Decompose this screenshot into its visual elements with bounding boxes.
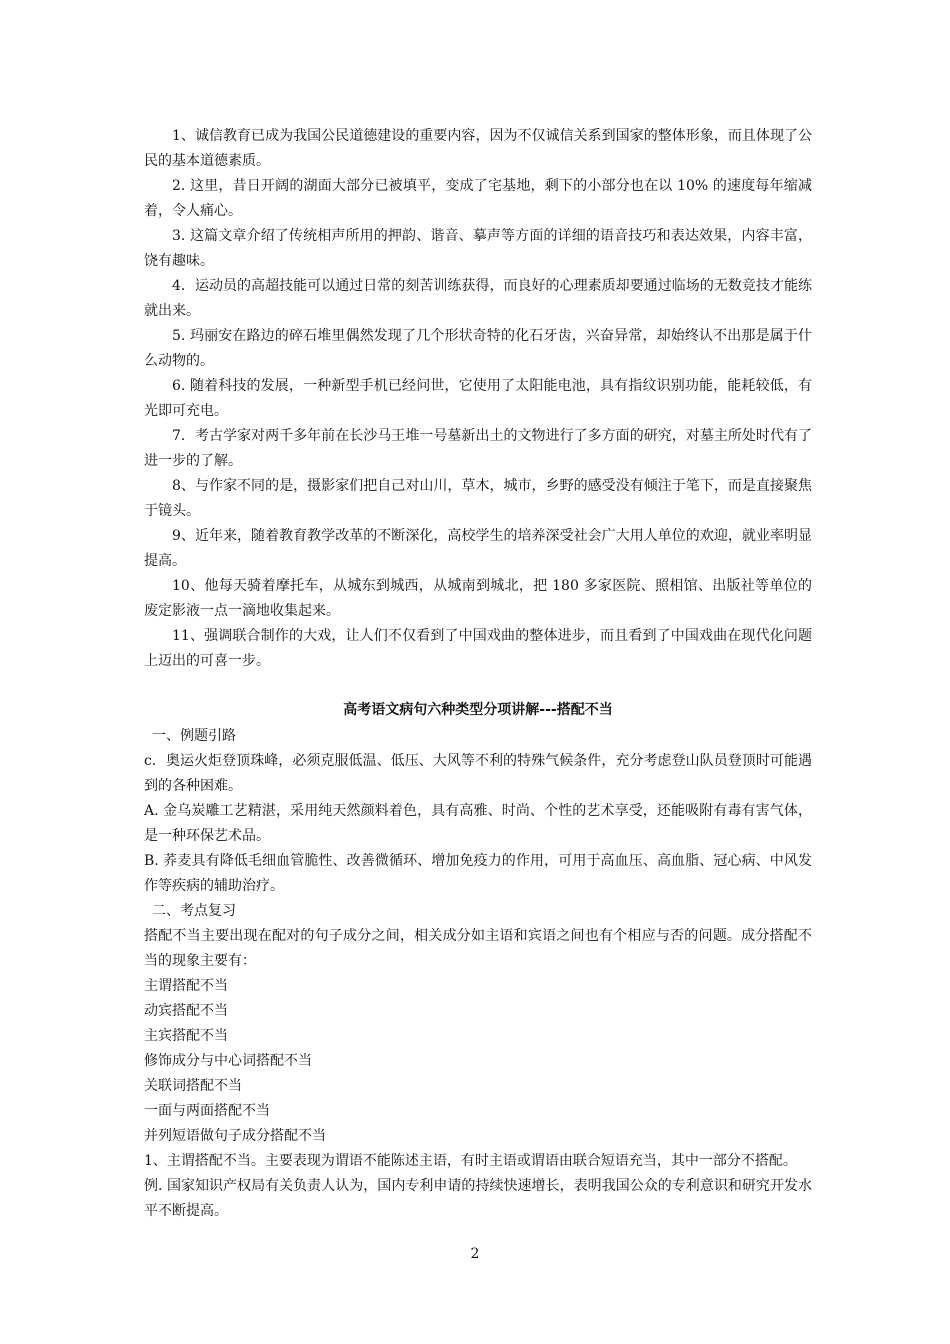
- point-subject-predicate: 1、主谓搭配不当。主要表现为谓语不能陈述主语，有时主语或谓语由联合短语充当，其中一部分不搭配。: [144, 1153, 797, 1169]
- type-item: 一面与两面搭配不当: [144, 1103, 270, 1119]
- example-sentence: 例. 国家知识产权局有关负责人认为，国内专利申请的持续快速增长，表明我国公众的专利意识和研究开发水平不断提高。: [144, 1178, 812, 1219]
- list-item: 1、诚信教育已成为我国公民道德建设的重要内容，因为不仅诚信关系到国家的整体形象，而且体现了公民的基本道德素质。: [144, 128, 812, 169]
- heading-review: 二、考点复习: [152, 903, 236, 919]
- type-item: 主谓搭配不当: [144, 978, 228, 994]
- list-item: 4．运动员的高超技能可以通过日常的刻苦训练获得，而良好的心理素质却要通过临场的无数竞技才能练就出来。: [144, 278, 812, 319]
- type-item: 主宾搭配不当: [144, 1028, 228, 1044]
- list-item: 6. 随着科技的发展，一种新型手机已经问世，它使用了太阳能电池，具有指纹识别功能，能耗较低，有光即可充电。: [144, 378, 812, 419]
- list-item: 7．考古学家对两千多年前在长沙马王堆一号墓新出土的文物进行了多方面的研究，对墓主所处时代有了进一步的了解。: [144, 428, 812, 469]
- list-item: 5. 玛丽安在路边的碎石堆里偶然发现了几个形状奇特的化石牙齿，兴奋异常，却始终认不出那是属于什么动物的。: [144, 328, 812, 369]
- example-c: c．奥运火炬登顶珠峰，必须克服低温、低压、大风等不利的特殊气候条件，充分考虑登山队员登顶时可能遇到的各种困难。: [144, 753, 812, 794]
- heading-examples: 一、例题引路: [152, 728, 236, 744]
- review-intro: 搭配不当主要出现在配对的句子成分之间，相关成分如主语和宾语之间也有个相应与否的问题。成分搭配不当的现象主要有：: [144, 928, 812, 969]
- list-item: 9、近年来，随着教育教学改革的不断深化，高校学生的培养深受社会广大用人单位的欢迎，就业率明显提高。: [144, 528, 812, 569]
- type-item: 修饰成分与中心词搭配不当: [144, 1053, 312, 1069]
- example-a: A. 金乌炭雕工艺精湛，采用纯天然颜料着色，具有高雅、时尚、个性的艺术享受，还能吸附有毒有害气体，是一种环保艺术品。: [144, 803, 812, 844]
- numbered-sentence-list: [144, 124, 812, 674]
- lesson-section: [144, 700, 812, 1224]
- list-item: 8、与作家不同的是，摄影家们把自己对山川，草木，城市，乡野的感受没有倾注于笔下，而是直接聚焦于镜头。: [144, 478, 812, 519]
- section-title: 高考语文病句六种类型分项讲解---搭配不当: [343, 702, 613, 718]
- list-item: 3. 这篇文章介绍了传统相声所用的押韵、谐音、摹声等方面的详细的语音技巧和表达效果，内容丰富，饶有趣味。: [144, 228, 812, 269]
- list-item: 2. 这里，昔日开阔的湖面大部分已被填平，变成了宅基地，剩下的小部分也在以 10% 的速度每年缩减着，令人痛心。: [144, 178, 812, 219]
- type-item: 并列短语做句子成分搭配不当: [144, 1128, 326, 1144]
- list-item: 11、强调联合制作的大戏，让人们不仅看到了中国戏曲的整体进步，而且看到了中国戏曲在现代化问题上迈出的可喜一步。: [144, 628, 812, 669]
- page-number: 2: [470, 1246, 480, 1262]
- example-b: B. 荞麦具有降低毛细血管脆性、改善微循环、增加免疫力的作用，可用于高血压、高血脂、冠心病、中风发作等疾病的辅助治疗。: [144, 853, 812, 894]
- type-item: 动宾搭配不当: [144, 1003, 228, 1019]
- list-item: 10、他每天骑着摩托车，从城东到城西，从城南到城北，把 180 多家医院、照相馆、出版社等单位的废定影液一点一滴地收集起来。: [144, 578, 812, 619]
- type-item: 关联词搭配不当: [144, 1078, 242, 1094]
